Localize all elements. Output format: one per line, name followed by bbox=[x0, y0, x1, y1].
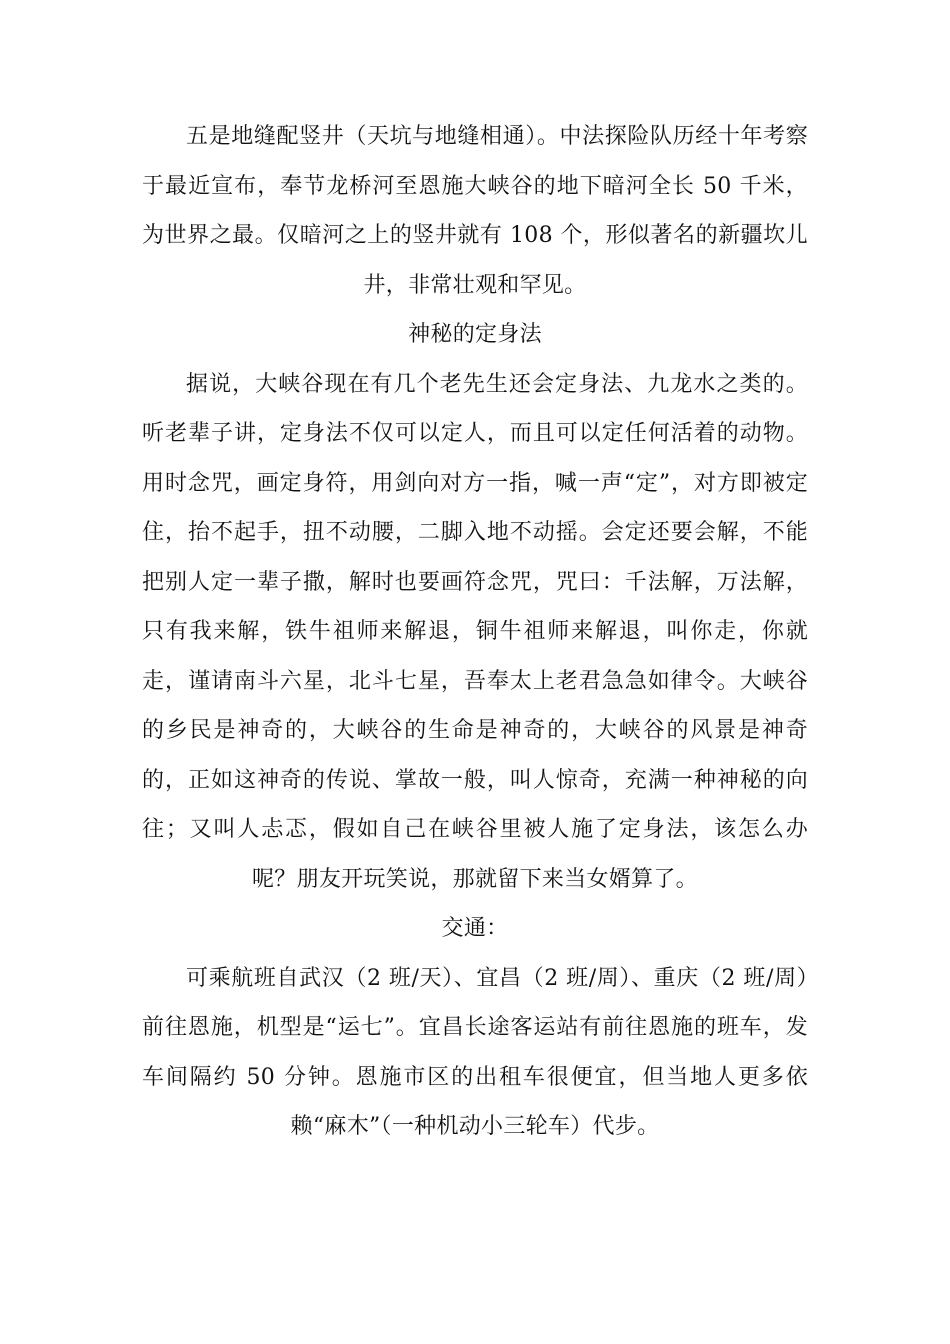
document-body bbox=[142, 112, 808, 1152]
paragraph-transportation: 可乘航班自武汉（2 班/天）、宜昌（2 班/周）、重庆（2 班/周）前往恩施，机型是“运七”。宜昌长途客运站有前往恩施的班车，发车间隔约 50 分钟。恩施市区的出租车很便宜，但当地人更多依赖“麻木”（一种机动小三轮车）代步。 bbox=[142, 965, 808, 1139]
paragraph-vertical-shafts: 五是地缝配竖井（天坑与地缝相通）。中法探险队历经十年考察于最近宣布，奉节龙桥河至恩施大峡谷的地下暗河全长 50 千米，为世界之最。仅暗河之上的竖井就有 108 个，形似著名的新疆坎儿井，非常壮观和罕见。 bbox=[142, 124, 808, 298]
section-heading-immobilization-spell: 神秘的定身法 bbox=[408, 322, 542, 347]
section-heading-transportation: 交通： bbox=[441, 916, 509, 941]
paragraph-immobilization-spell: 据说，大峡谷现在有几个老先生还会定身法、九龙水之类的。听老辈子讲，定身法不仅可以定人，而且可以定任何活着的动物。用时念咒，画定身符，用剑向对方一指，喊一声“定”，对方即被定住，抬不起手，扭不动腰，二脚入地不动摇。会定还要会解，不能把别人定一辈子撒，解时也要画符念咒，咒曰：千法解，万法解，只有我来解，铁牛祖师来解退，铜牛祖师来解退，叫你走，你就走，谨请南斗六星，北斗七星，吾奉太上老君急急如律令。大峡谷的乡民是神奇的，大峡谷的生命是神奇的，大峡谷的风景是神奇的，正如这神奇的传说、掌故一般，叫人惊奇，充满一种神秘的向往；又叫人忐忑，假如自己在峡谷里被人施了定身法，该怎么办呢？朋友开玩笑说，那就留下来当女婿算了。 bbox=[142, 371, 808, 892]
